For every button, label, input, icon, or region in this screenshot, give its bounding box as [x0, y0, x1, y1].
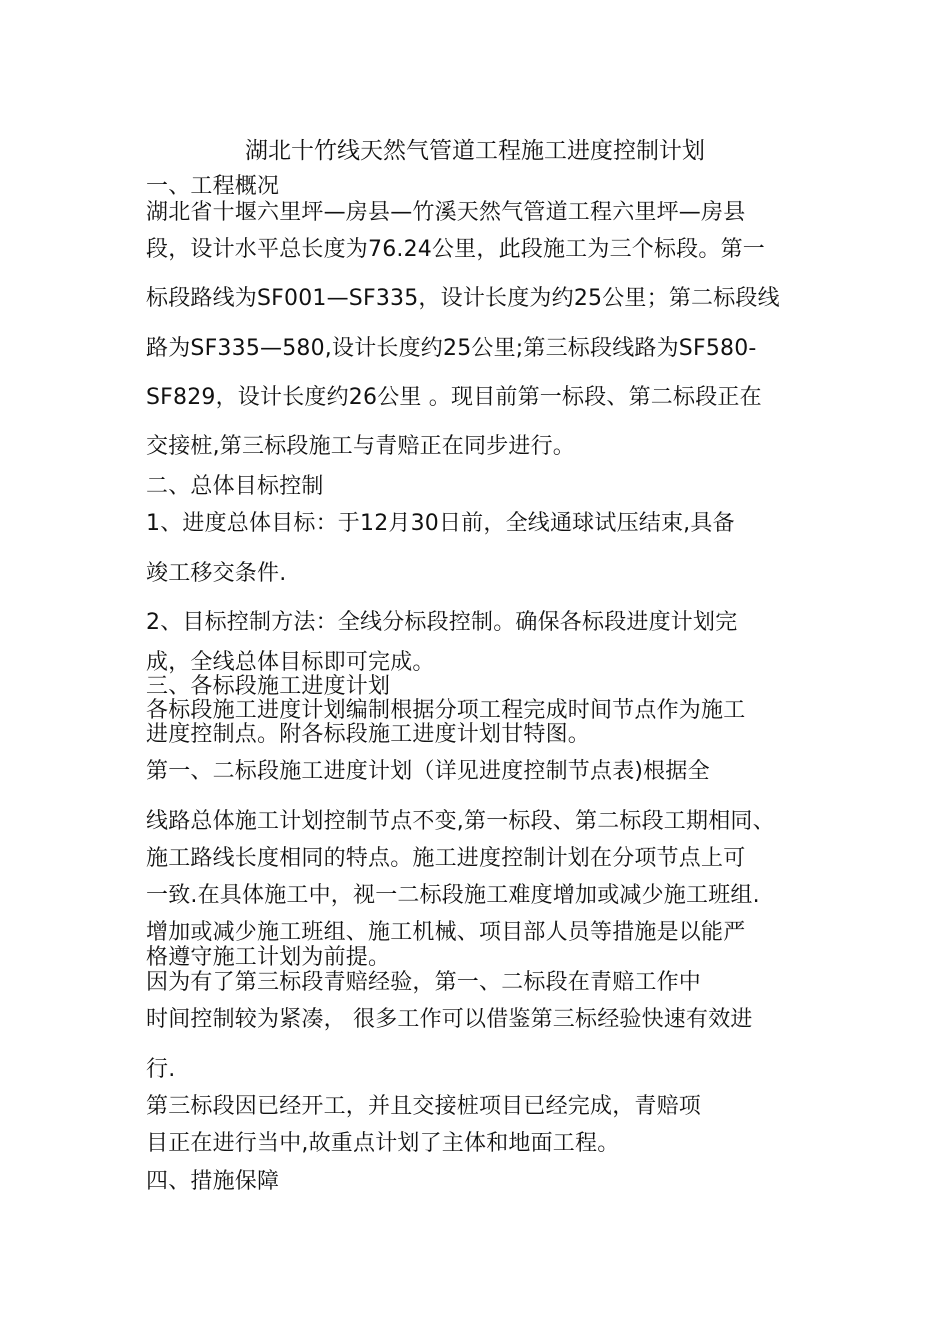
section-heading-measures: 四、措施保障 — [146, 1169, 280, 1194]
paragraph-line: 路为SF335—580,设计长度约25公里;第三标段线路为SF580- — [146, 336, 757, 361]
section-heading-overview: 一、工程概况 — [146, 174, 280, 199]
paragraph-line: 第三标段因已经开工，并且交接桩项目已经完成，青赔项 — [146, 1094, 702, 1119]
paragraph-line: 施工路线长度相同的特点。施工进度控制计划在分项节点上可 — [146, 846, 746, 871]
paragraph-line: 湖北省十堰六里坪—房县—竹溪天然气管道工程六里坪—房县 — [146, 200, 746, 225]
paragraph-line: 段，设计水平总长度为76.24公里，此段施工为三个标段。第一 — [146, 237, 765, 262]
paragraph-line: 2、目标控制方法：全线分标段控制。确保各标段进度计划完 — [146, 610, 738, 635]
paragraph-line: 一致.在具体施工中，视一二标段施工难度增加或减少施工班组. — [146, 883, 760, 908]
paragraph-line: 时间控制较为紧凑， 很多工作可以借鉴第三标经验快速有效进 — [146, 1007, 753, 1032]
paragraph-line: 线路总体施工计划控制节点不变,第一标段、第二标段工期相同、 — [146, 809, 775, 834]
paragraph-line: 目正在进行当中,故重点计划了主体和地面工程。 — [146, 1131, 620, 1156]
section-heading-targets: 二、总体目标控制 — [146, 474, 324, 499]
paragraph-line: 因为有了第三标段青赔经验，第一、二标段在青赔工作中 — [146, 970, 702, 995]
paragraph-line: 标段路线为SF001—SF335，设计长度为约25公里；第二标段线 — [146, 286, 780, 311]
section-heading-schedule: 三、各标段施工进度计划 — [146, 674, 391, 699]
paragraph-line: 进度控制点。附各标段施工进度计划甘特图。 — [146, 722, 591, 747]
paragraph-line: 交接桩,第三标段施工与青赔正在同步进行。 — [146, 434, 575, 459]
paragraph-line: 竣工移交条件. — [146, 561, 287, 586]
paragraph-line: 格遵守施工计划为前提。 — [146, 945, 391, 970]
paragraph-line: SF829，设计长度约26公里 。现目前第一标段、第二标段正在 — [146, 385, 762, 410]
paragraph-line: 成，全线总体目标即可完成。 — [146, 650, 435, 675]
paragraph-line: 各标段施工进度计划编制根据分项工程完成时间节点作为施工 — [146, 698, 746, 723]
paragraph-line: 1、进度总体目标：于12月30日前，全线通球试压结束,具备 — [146, 511, 735, 536]
paragraph-line: 第一、二标段施工进度计划（详见进度控制节点表)根据全 — [146, 759, 710, 784]
paragraph-line: 增加或减少施工班组、施工机械、项目部人员等措施是以能严 — [146, 920, 746, 945]
document-title: 湖北十竹线天然气管道工程施工进度控制计划 — [245, 138, 705, 164]
paragraph-line: 行. — [146, 1057, 176, 1082]
